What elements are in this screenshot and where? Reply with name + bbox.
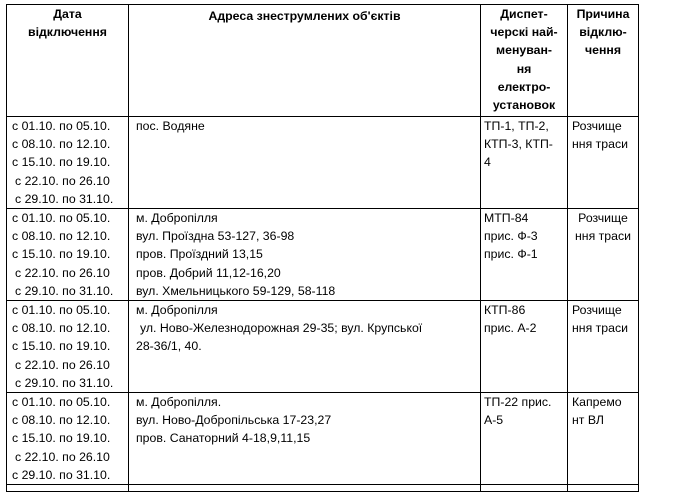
header-reason: Причина відклю- чення — [568, 5, 639, 117]
address-cell: пос. Водяне — [129, 117, 481, 209]
installation-cell: ТП-1, ТП-2, КТП-3, КТП- 4 — [481, 117, 568, 209]
header-dates: Дата відключення — [7, 5, 129, 117]
table-row — [7, 209, 639, 301]
reason-cell: Розчище ння траси — [568, 209, 639, 301]
table-header-row — [7, 5, 639, 117]
empty-cell — [7, 485, 129, 492]
address-cell: м. Добропілля ул. Ново-Железнодорожная 29-35; вул. Крупської 28-36/1, 40. — [129, 301, 481, 393]
installation-cell: КТП-86 прис. А-2 — [481, 301, 568, 393]
address-cell: м. Добропілля вул. Проїздна 53-127, 36-98 пров. Проїздний 13,15 пров. Добрий 11,12-16,20 вул. Хмельницького 59-129, 58-118 — [129, 209, 481, 301]
reason-cell: Капремо нт ВЛ — [568, 393, 639, 485]
installation-cell: ТП-22 прис. А-5 — [481, 393, 568, 485]
empty-cell — [129, 485, 481, 492]
dates-cell: с 01.10. по 05.10. с 08.10. по 12.10. с 15.10. по 19.10. с 22.10. по 26.10 с 29.10. по 31.10. — [7, 301, 129, 393]
table-row — [7, 117, 639, 209]
outage-schedule-table — [6, 4, 639, 492]
dates-cell: с 01.10. по 05.10. с 08.10. по 12.10. с 15.10. по 19.10. с 22.10. по 26.10 с 29.10. по 31.10. — [7, 209, 129, 301]
table-row — [7, 393, 639, 485]
address-cell: м. Добропілля. вул. Ново-Добропільська 17-23,27 пров. Санаторний 4-18,9,11,15 — [129, 393, 481, 485]
empty-cell — [568, 485, 639, 492]
header-address: Адреса знеструмлених об'єктів — [129, 5, 481, 117]
table-row — [7, 301, 639, 393]
dates-cell: с 01.10. по 05.10. с 08.10. по 12.10. с 15.10. по 19.10. с 22.10. по 26.10 с 29.10. по 31.10. — [7, 117, 129, 209]
installation-cell: МТП-84 прис. Ф-3 прис. Ф-1 — [481, 209, 568, 301]
reason-cell: Розчище ння траси — [568, 117, 639, 209]
header-installation: Диспет- черскі най- менуван- ня електро- установок — [481, 5, 568, 117]
dates-cell: с 01.10. по 05.10. с 08.10. по 12.10. с 15.10. по 19.10. с 22.10. по 26.10 с 29.10. по 31.10. — [7, 393, 129, 485]
reason-cell: Розчище ння траси — [568, 301, 639, 393]
empty-cell — [481, 485, 568, 492]
table-row-partial — [7, 485, 639, 492]
